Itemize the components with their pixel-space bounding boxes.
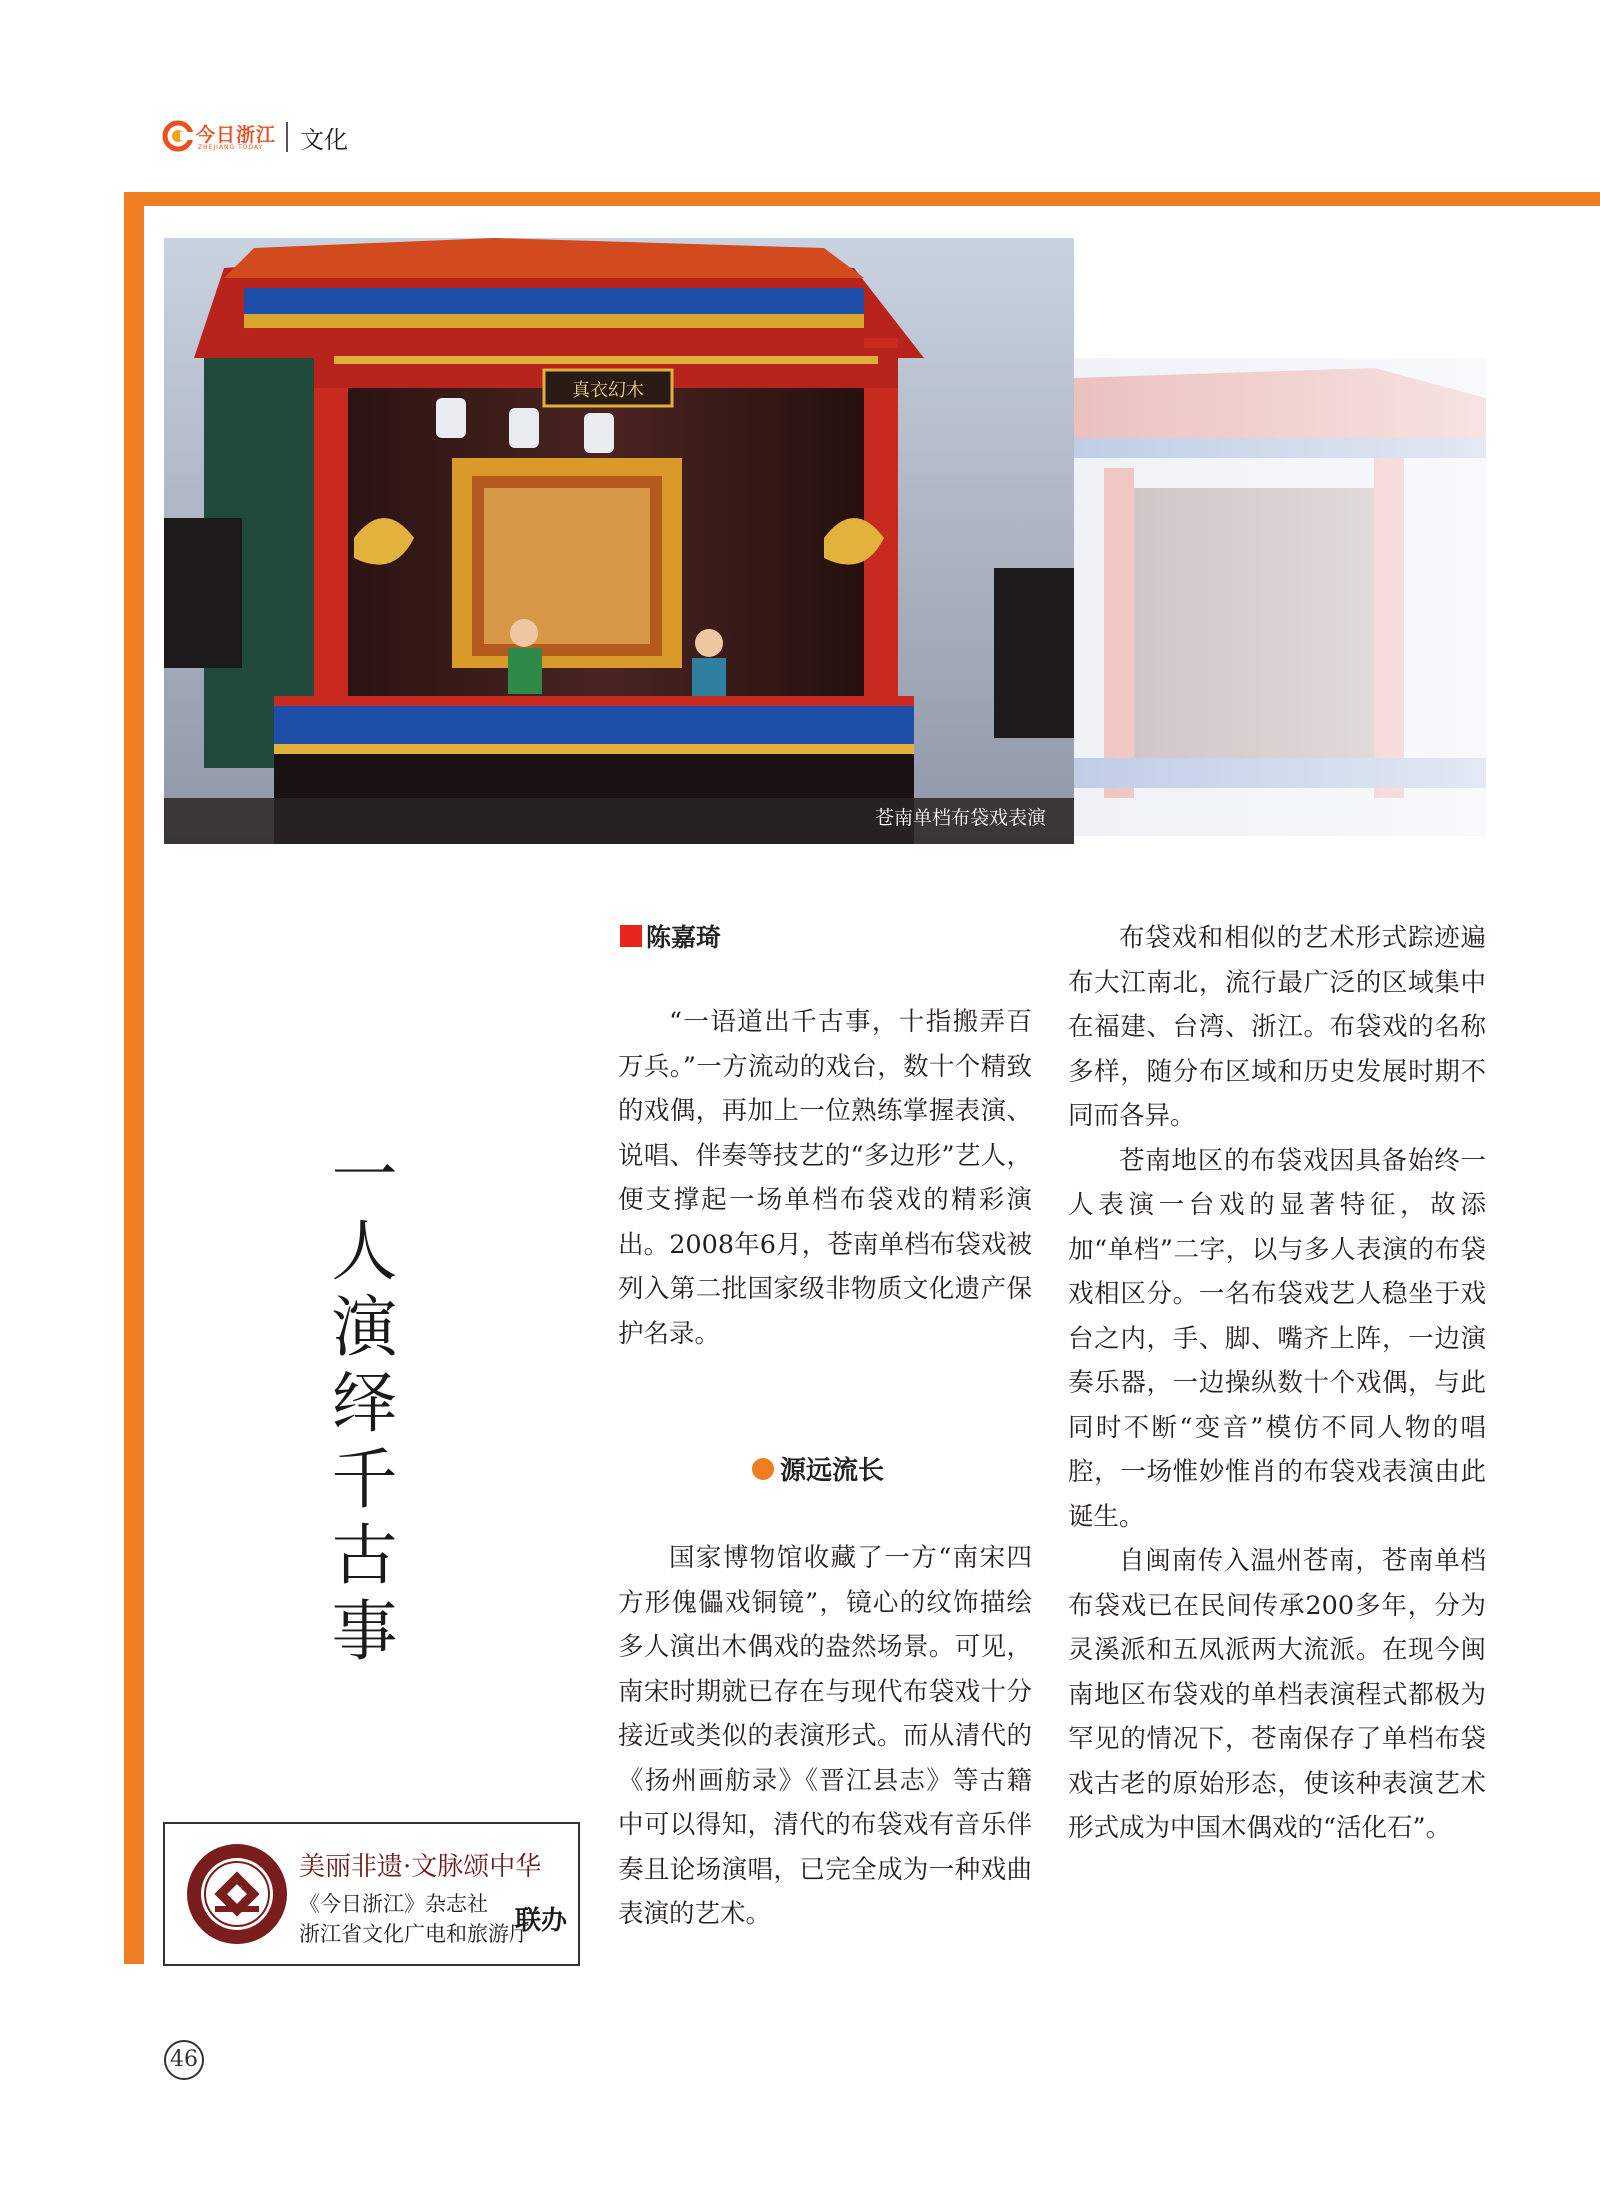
promo-organizer-2: 浙江省文化广电和旅游厅	[299, 1922, 530, 1946]
body-paragraph-4: 自闽南传入温州苍南，苍南单档布袋戏已在民间传承200多年，分为灵溪派和五凤派两大流派。在现今闽南地区布袋戏的单档表演程式都极为罕见的情况下，苍南保存了单档布袋戏古老的原始形态，使该种表演艺术形式成为中国木偶戏的“活化石”。	[1068, 1546, 1486, 1843]
heritage-emblem-icon	[185, 1842, 289, 1946]
promo-slogan	[299, 1846, 541, 1883]
byline-square-icon	[620, 925, 642, 947]
promo-slogan-part1: 美丽非遗	[299, 1852, 404, 1882]
author-name: 陈嘉琦	[646, 923, 722, 952]
puppet-stage-illustration	[164, 238, 1074, 844]
stage-plaque-text: 真衣幻木	[572, 380, 644, 401]
body-paragraph-3: 苍南地区的布袋戏因具备始终一人表演一台戏的显著特征，故添加“单档”二字，以与多人表演的布袋戏相区分。一名布袋戏艺人稳坐于戏台之内，手、脚、嘴齐上阵，一边演奏乐器，一边操纵数十个戏偶，与此同时不断“变音”模仿不同人物的唱腔，一场惟妙惟肖的布袋戏表演由此诞生。	[1068, 1145, 1486, 1532]
page-number: 46	[164, 2040, 204, 2080]
magazine-logo-icon	[162, 120, 194, 152]
intro-column	[618, 1000, 1032, 1356]
subhead-dot-icon	[752, 1458, 774, 1480]
author-byline	[620, 918, 721, 954]
stage-photo	[164, 238, 1074, 844]
photo-ghost-fade	[1074, 358, 1486, 836]
promo-slogan-dot: ·	[403, 1852, 412, 1882]
promo-joint-label: 联办	[515, 1906, 568, 1936]
subhead-text: 源远流长	[780, 1456, 885, 1486]
co-organizer-box	[163, 1822, 580, 1966]
intro-paragraph: “一语道出千古事，十指搬弄百万兵。”一方流动的戏台，数十个精致的戏偶，再加上一位熟练掌握表演、说唱、伴奏等技艺的“多边形”艺人，便支撑起一场单档布袋戏的精彩演出。2008年6月，苍南单档布袋戏被列入第二批国家级非物质文化遗产保护名录。	[618, 1007, 1032, 1349]
body-column-1	[618, 1536, 1032, 1937]
section-label: 文化	[300, 126, 348, 154]
header-divider	[286, 122, 288, 152]
promo-slogan-part2: 文脉颂中华	[411, 1852, 542, 1882]
magazine-logo-subtext: ZHEJIANG TODAY	[198, 144, 264, 151]
body-paragraph-1: 国家博物馆收藏了一方“南宋四方形傀儡戏铜镜”，镜心的纹饰描绘多人演出木偶戏的盎然场景。可见，南宋时期就已存在与现代布袋戏十分接近或类似的表演形式。而从清代的《扬州画舫录》《晋江县志》等古籍中可以得知，清代的布袋戏有音乐伴奏且论场演唱，已完全成为一种戏曲表演的艺术。	[618, 1543, 1032, 1929]
article-title: 一人演绎千古事	[320, 1140, 397, 1672]
frame-top-bar	[124, 192, 1600, 206]
section-subhead	[752, 1450, 884, 1487]
frame-left-bar	[124, 192, 144, 1964]
body-column-2	[1068, 916, 1486, 1851]
promo-organizer-1: 《今日浙江》杂志社	[299, 1892, 488, 1916]
photo-caption: 苍南单档布袋戏表演	[874, 807, 1046, 829]
body-paragraph-2: 布袋戏和相似的艺术形式踪迹遍布大江南北，流行最广泛的区域集中在福建、台湾、浙江。布袋戏的名称多样，随分布区域和历史发展时期不同而各异。	[1068, 923, 1486, 1131]
magazine-logo-text: 今日浙江	[196, 124, 277, 146]
